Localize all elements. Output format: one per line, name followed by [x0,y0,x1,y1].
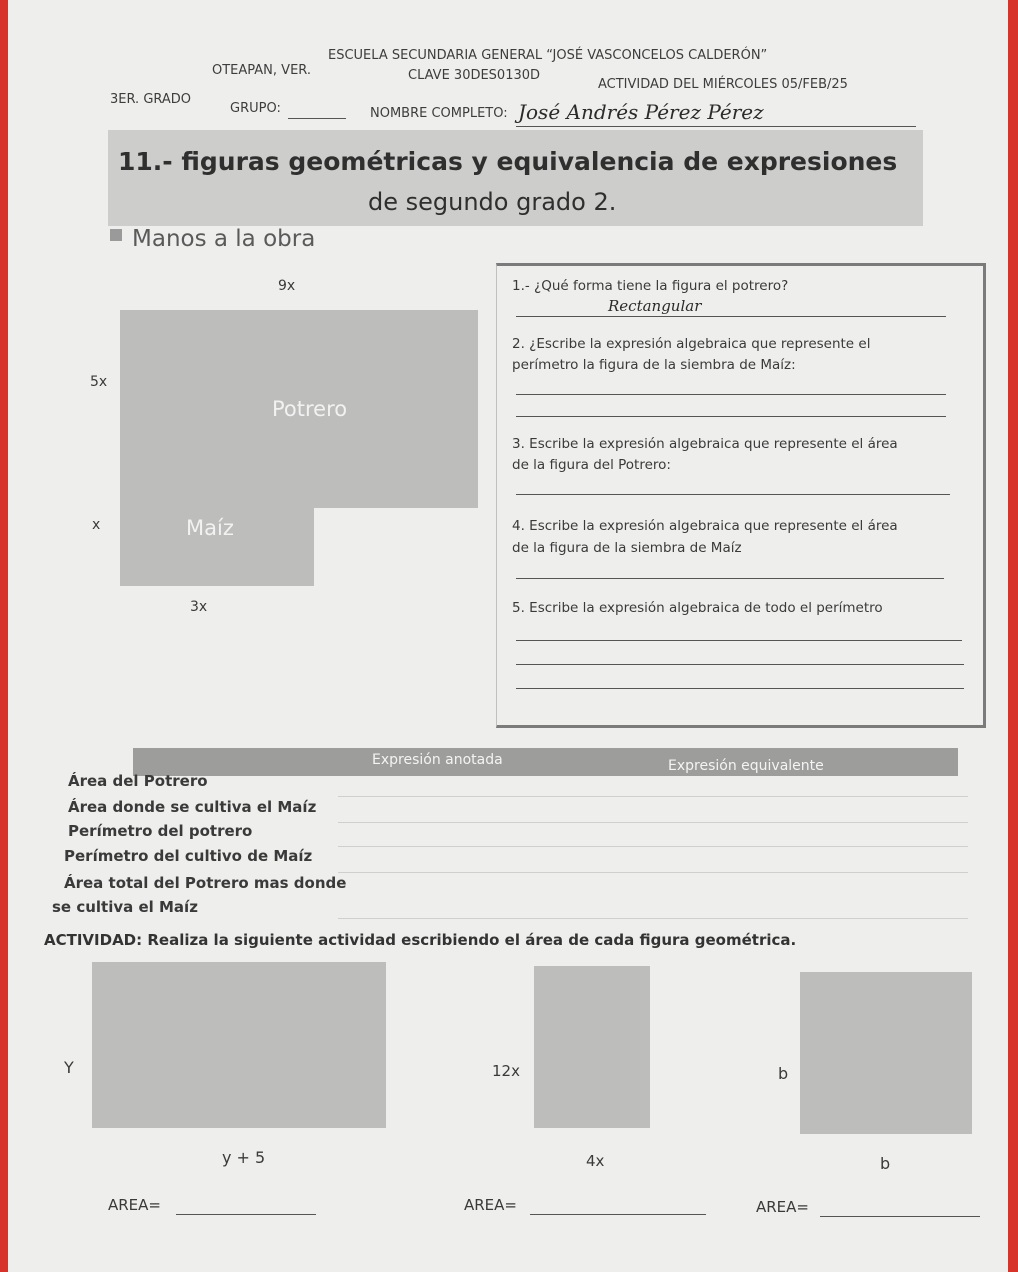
question-4-line1: 4. Escribe la expresión algebraica que represente el área [512,518,898,534]
square-bottom-label: b [880,1154,891,1173]
answer-line-5c[interactable] [516,688,964,689]
page-title-line2: de segundo grado 2. [368,188,617,216]
left-dimension-x: x [92,517,101,533]
area-label-1: AREA= [108,1196,161,1214]
answer-line-2a[interactable] [516,394,946,395]
answer-line-5a[interactable] [516,640,962,641]
area-label-2: AREA= [464,1196,517,1214]
question-4-line2: de la figura de la siembra de Maíz [512,540,742,556]
table-row-divider [338,918,968,919]
bottom-dimension: 3x [190,599,208,615]
potrero-label: Potrero [272,397,348,421]
left-dimension-5x: 5x [90,374,108,390]
school-key: CLAVE 30DES0130D [408,68,541,83]
table-row-label: Perímetro del potrero [68,822,253,840]
section-subtitle: Manos a la obra [132,226,316,252]
answer-line-5b[interactable] [516,664,964,665]
square-shape [800,972,972,1134]
rectangle-bottom-label: y + 5 [222,1148,266,1167]
table-row-divider [338,846,968,847]
group-label: GRUPO: [230,101,281,116]
tall-rectangle-shape [534,966,650,1128]
questions-box [496,263,986,728]
table-row-label: Área del Potrero [68,772,208,790]
table-row-divider [338,822,968,823]
question-1: 1.- ¿Qué forma tiene la figura el potrero? [512,278,789,294]
location: OTEAPAN, VER. [212,63,311,78]
student-name: José Andrés Pérez Pérez [518,100,764,124]
name-label: NOMBRE COMPLETO: [370,106,508,121]
question-5: 5. Escribe la expresión algebraica de todo el perímetro [512,600,883,616]
area-answer-line-2[interactable] [530,1214,706,1215]
name-line [516,126,916,127]
page-title: 11.- figuras geométricas y equivalencia de expresiones [118,147,898,176]
group-line [288,118,346,119]
table-row-label: Área total del Potrero mas donde [64,874,347,892]
answer-line-1 [516,316,946,317]
table-header-band [133,748,958,776]
table-row-label: Perímetro del cultivo de Maíz [64,847,313,865]
square-side-label: b [778,1064,789,1083]
area-answer-line-1[interactable] [176,1214,316,1215]
question-3-line2: de la figura del Potrero: [512,457,671,473]
tall-rectangle-bottom-label: 4x [586,1152,605,1170]
answer-line-3[interactable] [516,494,950,495]
answer-line-2b[interactable] [516,416,946,417]
rectangle-shape [92,962,386,1128]
question-2-line2: perímetro la figura de la siembra de Maíz: [512,357,796,373]
worksheet-page [8,0,1008,1272]
table-row-divider [338,872,968,873]
answer-line-4[interactable] [516,578,944,579]
table-row-label: Área donde se cultiva el Maíz [68,798,317,816]
area-answer-line-3[interactable] [820,1216,980,1217]
tall-rectangle-side-label: 12x [492,1062,520,1080]
top-dimension: 9x [278,278,296,294]
activity-instruction: ACTIVIDAD: Realiza la siguiente actividad escribiendo el área de cada figura geométrica. [44,931,797,949]
table-row-divider [338,796,968,797]
area-label-3: AREA= [756,1198,809,1216]
table-header-equivalent: Expresión equivalente [668,758,824,774]
bullet-icon [110,229,122,241]
table-row-label: se cultiva el Maíz [52,898,198,916]
grade: 3ER. GRADO [110,92,192,107]
question-2-line1: 2. ¿Escribe la expresión algebraica que represente el [512,336,871,352]
table-header-annotated: Expresión anotada [372,752,503,768]
school-name: ESCUELA SECUNDARIA GENERAL “JOSÉ VASCONCELOS CALDERÓN” [328,48,768,63]
question-3-line1: 3. Escribe la expresión algebraica que represente el área [512,436,898,452]
maiz-label: Maíz [186,516,234,540]
activity-date: ACTIVIDAD DEL MIÉRCOLES 05/FEB/25 [598,77,848,92]
answer-1: Rectangular [608,297,702,315]
rectangle-side-label: Y [64,1058,74,1077]
